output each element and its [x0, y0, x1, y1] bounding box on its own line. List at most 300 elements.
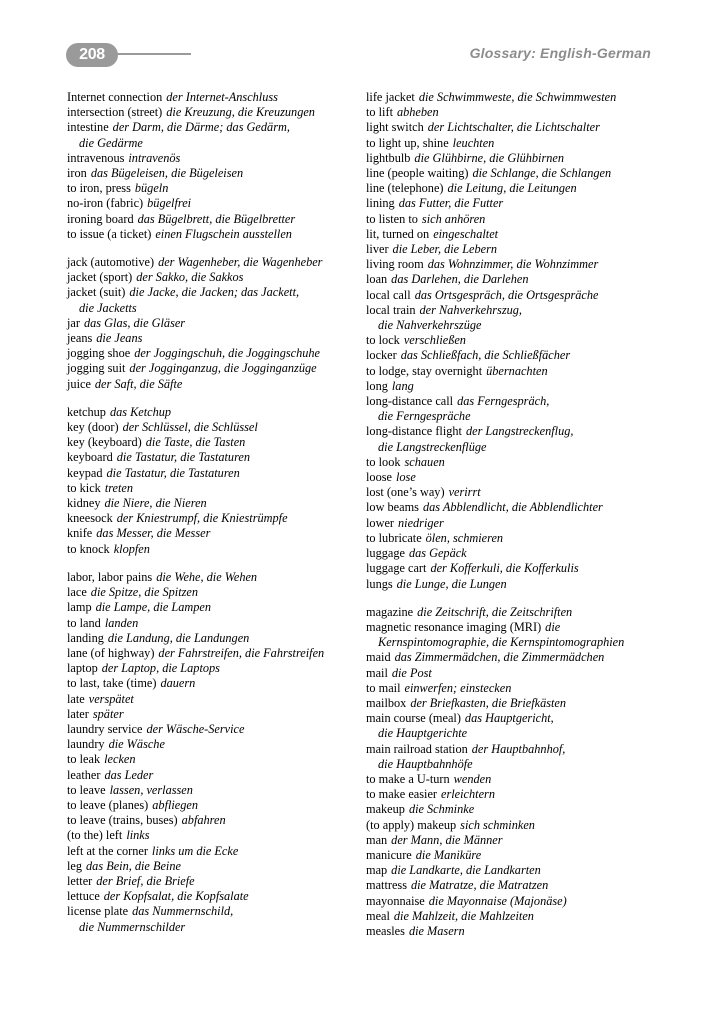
english-term: living room — [366, 257, 424, 272]
english-term: to lubricate — [366, 530, 422, 545]
glossary-entry — [67, 346, 362, 361]
german-term: lose — [395, 470, 416, 485]
german-term: das Nummernschild, — [132, 904, 234, 919]
glossary-entry — [67, 813, 362, 828]
running-title: Glossary: English-German — [469, 45, 651, 61]
german-term: abfliegen — [152, 797, 199, 812]
english-term: labor, labor pains — [67, 569, 153, 584]
german-term: abheben — [396, 105, 439, 120]
english-term: late — [67, 691, 85, 706]
glossary-entry — [366, 348, 661, 363]
german-term: die Masern — [408, 923, 465, 938]
glossary-entry — [366, 666, 661, 681]
glossary-entry — [366, 818, 661, 833]
glossary-entry — [366, 379, 661, 394]
german-term: die Lampe, die Lampen — [95, 600, 212, 615]
glossary-entry — [366, 166, 661, 181]
german-term: die Matratze, die Matratzen — [410, 878, 549, 893]
english-term: loan — [366, 272, 388, 287]
english-term: luggage cart — [366, 561, 427, 576]
glossary-entry — [366, 196, 661, 211]
german-term: der Laptop, die Laptops — [101, 661, 220, 676]
glossary-entry — [366, 90, 661, 105]
glossary-entry-continuation — [366, 440, 661, 455]
glossary-section — [67, 570, 362, 935]
english-term: manicure — [366, 847, 412, 862]
glossary-entry — [366, 303, 661, 318]
english-term: to kick — [67, 480, 101, 495]
german-term: bügeln — [134, 181, 169, 196]
glossary-entry-continuation — [366, 318, 661, 333]
english-term: magazine — [366, 604, 414, 619]
glossary-entry — [67, 377, 362, 392]
glossary-entry — [366, 212, 661, 227]
german-term-continued: die Hauptbahnhöfe — [378, 756, 473, 771]
german-term: klopfen — [113, 541, 150, 556]
german-term: die Schwimmweste, die Schwimmwesten — [418, 90, 617, 104]
german-term: der Joggingschuh, die Joggingschuhe — [134, 346, 320, 361]
german-term: das Ferngespräch, — [457, 394, 550, 409]
english-term: letter — [67, 873, 93, 888]
glossary-entry — [67, 90, 362, 105]
glossary-entry — [366, 863, 661, 878]
glossary-entry — [67, 120, 362, 135]
glossary-entry — [366, 424, 661, 439]
glossary-entry — [366, 909, 661, 924]
german-term: die Wäsche — [108, 737, 165, 752]
glossary-entry — [67, 227, 362, 242]
english-term: kneesock — [67, 511, 113, 526]
glossary-entry — [67, 105, 362, 120]
glossary-entry — [67, 692, 362, 707]
german-term: das Wohnzimmer, die Wohnzimmer — [427, 257, 599, 272]
german-term: die Mayonnaise (Majonäse) — [428, 893, 567, 908]
german-term-continued: die Nahverkehrszüge — [378, 318, 482, 333]
english-term: low beams — [366, 500, 419, 515]
english-term: later — [67, 706, 89, 721]
glossary-entry — [67, 542, 362, 557]
english-term: to leave (trains, buses) — [67, 813, 178, 828]
german-term: das Zimmermädchen, die Zimmermädchen — [394, 650, 605, 665]
glossary-entry — [366, 696, 661, 711]
glossary-section — [67, 255, 362, 392]
german-term: das Schließfach, die Schließfächer — [400, 348, 571, 363]
english-term: to look — [366, 454, 401, 469]
english-term: no-iron (fabric) — [67, 196, 144, 211]
english-term: leg — [67, 858, 83, 873]
glossary-column-left — [67, 90, 362, 948]
glossary-section — [366, 90, 661, 592]
german-term: der Internet-Anschluss — [166, 90, 278, 104]
glossary-entry — [67, 676, 362, 691]
german-term: die Leitung, die Leitungen — [447, 181, 577, 196]
glossary-entry — [67, 844, 362, 859]
english-term: kidney — [67, 496, 101, 511]
german-term: lecken — [104, 752, 136, 767]
english-term: measles — [366, 923, 405, 938]
english-term: jogging suit — [67, 361, 126, 376]
german-term: das Ketchup — [109, 404, 172, 419]
english-term: jogging shoe — [67, 346, 131, 361]
english-term: liver — [366, 242, 389, 257]
german-term: das Leder — [104, 767, 154, 782]
english-term: laptop — [67, 661, 98, 676]
english-term: meal — [366, 908, 390, 923]
german-term: der Kopfsalat, die Kopfsalate — [103, 889, 249, 904]
glossary-entry — [67, 212, 362, 227]
english-term: leather — [67, 767, 101, 782]
english-term: juice — [67, 376, 91, 391]
german-term: die Tastatur, die Tastaturen — [106, 465, 240, 480]
english-term: jack (automotive) — [67, 255, 155, 270]
glossary-entry — [67, 707, 362, 722]
german-term: der Saft, die Säfte — [94, 376, 183, 391]
german-term: verspätet — [88, 691, 134, 706]
german-term: das Futter, die Futter — [398, 196, 504, 211]
german-term: der Langstreckenflug, — [465, 424, 574, 439]
german-term: die Tastatur, die Tastaturen — [116, 450, 251, 465]
english-term: lit, turned on — [366, 226, 430, 241]
german-term: niedriger — [398, 515, 444, 530]
glossary-entry — [366, 577, 661, 592]
glossary-entry — [67, 570, 362, 585]
german-term: später — [92, 706, 124, 721]
german-term: die Schminke — [408, 802, 475, 817]
german-term: abfahren — [181, 813, 226, 828]
glossary-entry — [67, 181, 362, 196]
german-term: die Lunge, die Lungen — [396, 576, 507, 591]
german-term: links um die Ecke — [151, 843, 239, 858]
german-term: die Jeans — [96, 331, 143, 346]
glossary-entry — [366, 546, 661, 561]
german-term: einen Flugschein ausstellen — [155, 226, 292, 241]
english-term: long-distance flight — [366, 424, 462, 439]
german-term: das Messer, die Messer — [96, 526, 211, 541]
english-term: (to the) left — [67, 828, 123, 843]
english-term: lettuce — [67, 889, 100, 904]
german-term: erleichtern — [441, 787, 495, 802]
english-term: man — [366, 832, 388, 847]
glossary-entry — [366, 455, 661, 470]
german-term: wenden — [453, 771, 492, 786]
english-term: mailbox — [366, 695, 407, 710]
glossary-entry — [366, 364, 661, 379]
english-term: to lodge, stay overnight — [366, 363, 483, 378]
glossary-entry — [67, 196, 362, 211]
english-term: luggage — [366, 546, 405, 561]
glossary-entry — [366, 227, 661, 242]
english-term: lining — [366, 196, 395, 211]
glossary-entry — [366, 742, 661, 757]
glossary-entry — [366, 151, 661, 166]
glossary-entry — [67, 481, 362, 496]
english-term: to leak — [67, 752, 101, 767]
glossary-entry — [366, 924, 661, 939]
glossary-section — [366, 605, 661, 939]
german-term: der Nahverkehrszug, — [419, 302, 522, 317]
glossary-entry — [67, 450, 362, 465]
glossary-section — [67, 90, 362, 242]
glossary-entry — [67, 420, 362, 435]
german-term: das Abblendlicht, die Abblendlichter — [422, 500, 603, 515]
glossary-entry — [67, 270, 362, 285]
german-term: der Kniestrumpf, die Kniestrümpfe — [116, 511, 288, 526]
glossary-entry-continuation — [366, 635, 661, 650]
english-term: line (people waiting) — [366, 166, 469, 181]
english-term: keyboard — [67, 450, 113, 465]
glossary-entry — [366, 681, 661, 696]
german-term: der Fahrstreifen, die Fahrstreifen — [158, 645, 325, 660]
english-term: local train — [366, 302, 416, 317]
glossary-entry — [67, 331, 362, 346]
german-term: die Niere, die Nieren — [104, 496, 207, 511]
english-term: (to apply) makeup — [366, 817, 457, 832]
english-term: to land — [67, 615, 101, 630]
english-term: magnetic resonance imaging (MRI) — [366, 619, 542, 634]
english-term: to lock — [366, 333, 400, 348]
glossary-entry — [67, 405, 362, 420]
glossary-entry — [366, 333, 661, 348]
german-term: die Taste, die Tasten — [145, 435, 246, 450]
glossary-entry-continuation — [67, 920, 362, 935]
english-term: to make a U-turn — [366, 771, 450, 786]
english-term: makeup — [366, 802, 405, 817]
glossary-entry — [67, 874, 362, 889]
english-term: lamp — [67, 600, 92, 615]
german-term: verirrt — [448, 485, 481, 500]
english-term: to mail — [366, 680, 401, 695]
german-term: landen — [104, 615, 139, 630]
german-term: der Briefkasten, die Briefkästen — [410, 695, 567, 710]
glossary-entry-continuation — [366, 757, 661, 772]
glossary-entry-continuation — [67, 136, 362, 151]
english-term: to listen to — [366, 211, 418, 226]
glossary-entry — [366, 500, 661, 515]
german-term: leuchten — [452, 135, 495, 150]
german-term: das Bügeleisen, die Bügeleisen — [90, 166, 244, 181]
german-term: das Bein, die Beine — [86, 858, 181, 873]
german-term: das Gepäck — [408, 546, 467, 561]
english-term: to lift — [366, 105, 393, 120]
german-term: intravenös — [128, 150, 181, 165]
glossary-entry — [366, 772, 661, 787]
english-term: landing — [67, 630, 104, 645]
german-term: bügelfrei — [147, 196, 192, 211]
english-term: jeans — [67, 331, 93, 346]
glossary-entry — [366, 531, 661, 546]
english-term: lace — [67, 585, 87, 600]
glossary-entry — [67, 435, 362, 450]
english-term: knife — [67, 526, 93, 541]
german-term: treten — [104, 480, 134, 495]
glossary-entry — [366, 711, 661, 726]
glossary-entry — [366, 485, 661, 500]
german-term: die — [545, 619, 561, 634]
glossary-entry — [67, 526, 362, 541]
german-term: die Spitze, die Spitzen — [90, 585, 199, 600]
glossary-entry — [67, 631, 362, 646]
german-term: einwerfen; einstecken — [404, 680, 512, 695]
glossary-entry — [67, 600, 362, 615]
glossary-section — [67, 405, 362, 557]
german-term-continued: die Hauptgerichte — [378, 726, 468, 741]
english-term: jar — [67, 315, 80, 330]
english-term: license plate — [67, 904, 129, 919]
english-term: lower — [366, 515, 394, 530]
glossary-entry — [67, 466, 362, 481]
german-term: die Glühbirne, die Glühbirnen — [414, 150, 565, 165]
glossary-entry — [366, 802, 661, 817]
german-term: die Wehe, die Wehen — [156, 569, 258, 584]
english-term: locker — [366, 348, 397, 363]
glossary-entry — [366, 894, 661, 909]
english-term: to leave (planes) — [67, 797, 149, 812]
glossary-entry-continuation — [366, 726, 661, 741]
glossary-entry — [366, 787, 661, 802]
german-term: die Kreuzung, die Kreuzungen — [166, 105, 315, 120]
english-term: main railroad station — [366, 741, 468, 756]
glossary-entry — [67, 798, 362, 813]
glossary-entry — [67, 151, 362, 166]
english-term: Internet connection — [67, 90, 163, 104]
english-term: lane (of highway) — [67, 645, 155, 660]
english-term: jacket (sport) — [67, 270, 133, 285]
english-term: main course (meal) — [366, 711, 461, 726]
english-term: line (telephone) — [366, 181, 444, 196]
english-term: keypad — [67, 465, 103, 480]
english-term: map — [366, 863, 388, 878]
header-rule — [116, 53, 191, 55]
english-term: to iron, press — [67, 181, 131, 196]
german-term: der Lichtschalter, die Lichtschalter — [427, 120, 600, 135]
german-term: schauen — [404, 454, 445, 469]
glossary-entry-continuation — [366, 409, 661, 424]
german-term: übernachten — [486, 363, 548, 378]
german-term: das Darlehen, die Darlehen — [391, 272, 529, 287]
german-term: dauern — [160, 676, 196, 691]
german-term: der Hauptbahnhof, — [471, 741, 566, 756]
german-term: links — [126, 828, 150, 843]
german-term-continued: die Langstreckenflüge — [378, 439, 487, 454]
german-term: eingeschaltet — [433, 226, 499, 241]
german-term-continued: die Gedärme — [79, 135, 143, 150]
glossary-entry — [67, 859, 362, 874]
english-term: laundry — [67, 737, 105, 752]
glossary-entry — [67, 722, 362, 737]
glossary-entry — [366, 516, 661, 531]
german-term: die Landung, die Landungen — [107, 630, 250, 645]
english-term: laundry service — [67, 721, 143, 736]
glossary-entry — [67, 166, 362, 181]
german-term: der Wagenheber, die Wagenheber — [158, 255, 323, 270]
english-term: mayonnaise — [366, 893, 425, 908]
glossary-entry — [67, 616, 362, 631]
glossary-entry — [366, 848, 661, 863]
german-term: der Kofferkuli, die Kofferkulis — [430, 561, 579, 576]
glossary-entry — [366, 136, 661, 151]
german-term: die Mahlzeit, die Mahlzeiten — [393, 908, 534, 923]
glossary-entry — [366, 105, 661, 120]
german-term: die Zeitschrift, die Zeitschriften — [417, 604, 573, 619]
english-term: lightbulb — [366, 150, 411, 165]
english-term: intestine — [67, 120, 109, 135]
glossary-entry — [67, 585, 362, 600]
glossary-entry — [67, 361, 362, 376]
glossary-entry — [366, 878, 661, 893]
english-term: iron — [67, 166, 87, 181]
glossary-entry — [67, 889, 362, 904]
english-term: to leave — [67, 782, 106, 797]
english-term: key (door) — [67, 420, 119, 435]
german-term: der Schlüssel, die Schlüssel — [122, 420, 258, 435]
german-term: ölen, schmieren — [425, 530, 504, 545]
german-term: sich schminken — [460, 817, 535, 832]
english-term: to light up, shine — [366, 135, 449, 150]
glossary-entry — [67, 285, 362, 300]
english-term: loose — [366, 470, 392, 485]
glossary-entry — [366, 257, 661, 272]
english-term: long — [366, 378, 388, 393]
glossary-entry — [67, 316, 362, 331]
english-term: mattress — [366, 878, 407, 893]
glossary-entry — [67, 904, 362, 919]
english-term: to issue (a ticket) — [67, 226, 152, 241]
german-term-continued: die Jacketts — [79, 300, 137, 315]
glossary-entry — [67, 783, 362, 798]
english-term: mail — [366, 665, 388, 680]
english-term: lost (one’s way) — [366, 485, 445, 500]
german-term-continued: Kernspintomographie, die Kernspintomographien — [378, 635, 625, 650]
german-term: die Post — [391, 665, 432, 680]
german-term-continued: die Ferngespräche — [378, 409, 471, 424]
glossary-entry — [366, 620, 661, 635]
german-term: lang — [391, 378, 414, 393]
english-term: local call — [366, 287, 411, 302]
english-term: intravenous — [67, 150, 125, 165]
german-term: der Sakko, die Sakkos — [136, 270, 244, 285]
german-term: das Glas, die Gläser — [83, 315, 186, 330]
glossary-entry-continuation — [67, 301, 362, 316]
english-term: key (keyboard) — [67, 435, 142, 450]
german-term: das Ortsgespräch, die Ortsgespräche — [414, 287, 599, 302]
glossary-entry — [366, 470, 661, 485]
glossary-entry — [366, 120, 661, 135]
glossary-entry — [67, 511, 362, 526]
glossary-entry — [366, 288, 661, 303]
german-term: der Wäsche-Service — [146, 721, 245, 736]
glossary-entry — [366, 833, 661, 848]
english-term: maid — [366, 650, 391, 665]
german-term: die Jacke, die Jacken; das Jackett, — [129, 285, 300, 300]
page-number-badge: 208 — [66, 43, 118, 67]
english-term: long-distance call — [366, 394, 454, 409]
german-term: die Leber, die Lebern — [392, 242, 498, 257]
english-term: light switch — [366, 120, 424, 135]
glossary-entry — [366, 242, 661, 257]
glossary-entry — [67, 737, 362, 752]
glossary-column-right — [366, 90, 661, 952]
english-term: life jacket — [366, 90, 415, 104]
glossary-entry — [67, 255, 362, 270]
glossary-entry — [67, 752, 362, 767]
english-term: left at the corner — [67, 843, 148, 858]
english-term: to knock — [67, 541, 110, 556]
glossary-entry — [67, 646, 362, 661]
german-term: die Maniküre — [415, 847, 482, 862]
german-term: die Schlange, die Schlangen — [472, 166, 612, 181]
glossary-entry — [366, 605, 661, 620]
english-term: to make easier — [366, 787, 438, 802]
